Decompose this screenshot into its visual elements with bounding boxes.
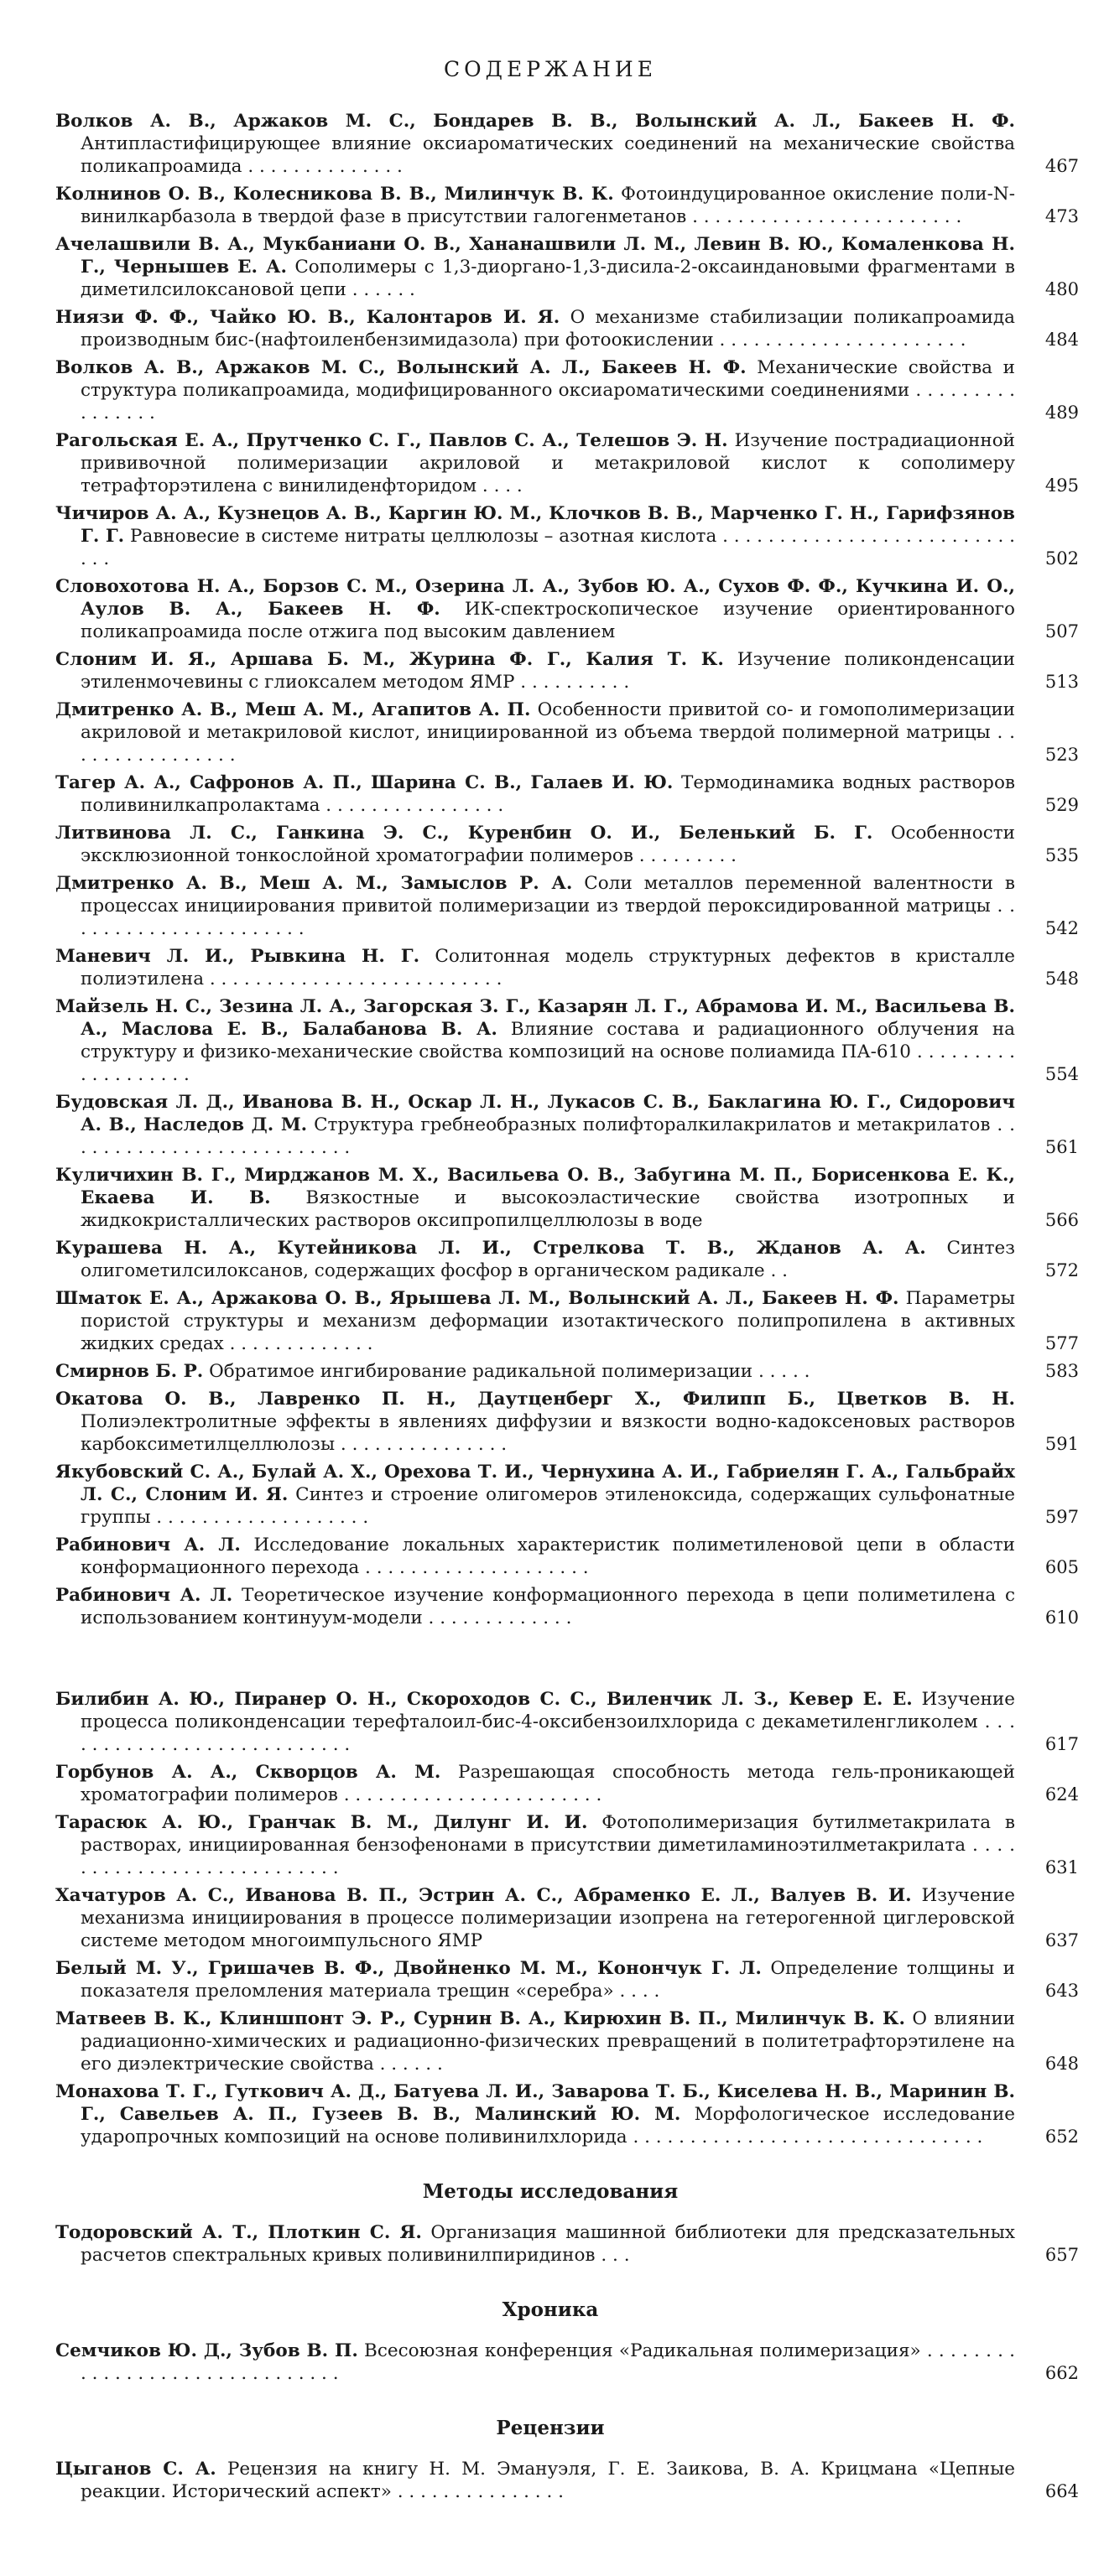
entry-page-number: 513 — [1044, 672, 1079, 692]
toc-entry — [55, 699, 1079, 766]
toc-section — [55, 2298, 1079, 2385]
entry-text — [55, 429, 1015, 497]
toc-section — [55, 110, 1079, 1629]
toc-entry — [55, 575, 1079, 643]
entry-text — [55, 1884, 1015, 1952]
entry-text — [55, 2340, 1015, 2385]
toc-entry — [55, 648, 1079, 693]
entry-title: Антипластифицирующее влияние оксиароматических соединений на механические свойства поликапроамида . . . . . . . . . . . . . . — [81, 133, 1015, 177]
toc-entry — [55, 1811, 1079, 1879]
toc-entry — [55, 995, 1079, 1086]
entry-page-number: 610 — [1044, 1607, 1079, 1628]
entry-page-number: 605 — [1044, 1557, 1079, 1577]
entry-text — [55, 2458, 1015, 2503]
entry-page-number: 664 — [1044, 2481, 1079, 2501]
entry-title: Изучение механизма инициирования в процессе полимеризации изопрена на гетерогенной циглеровской системе методом многоимпульсного ЯМР — [81, 1885, 1015, 1951]
entry-page-number: 637 — [1044, 1930, 1079, 1950]
entry-title: Фотополимеризация бутилметакрилата в растворах, инициированная бензофенонами в присутствии диметиламиноэтилметакрилата . . . . . . . . . . . . . . . . . . . . . . . . . . . — [81, 1812, 1015, 1878]
entry-authors: Колнинов О. В., Колесникова В. В., Милинчук В. К. — [55, 184, 614, 205]
entry-text — [55, 233, 1015, 301]
entry-authors: Рагольская Е. А., Прутченко С. Г., Павлов С. А., Телешов Э. Н. — [55, 430, 728, 451]
toc-entry — [55, 356, 1079, 424]
toc-entry — [55, 771, 1079, 817]
entry-text — [55, 1388, 1015, 1456]
entry-authors: Тагер А. А., Сафронов А. П., Шарина С. В., Галаев И. Ю. — [55, 772, 674, 793]
entry-title: Исследование локальных характеристик полиметиленовой цепи в области конформационного перехода . . . . . . . . . . . . . . . . . . . . — [81, 1535, 1015, 1578]
entry-page-number: 502 — [1044, 548, 1079, 569]
entry-title: Обратимое ингибирование радикальной полимеризации . . . . . — [209, 1361, 810, 1382]
entry-title: Сополимеры с 1,3-диоргано-1,3-дисила-2-оксаиндановыми фрагментами в диметилсилоксановой цепи . . . . . . — [81, 257, 1015, 300]
entry-title: О механизме стабилизации поликапроамида производным бис-(нафтоиленбензимидазола) при фотоокислении . . . . . . . . . . . . . . . . . . . . . . — [81, 307, 1015, 351]
entry-title: Параметры пористой структуры и механизм деформации изотактического полипропилена в активных жидких средах . . . . . . . . . . . . . — [81, 1288, 1015, 1354]
entry-authors: Рабинович А. Л. — [55, 1535, 241, 1555]
toc-entry — [55, 872, 1079, 940]
toc-entry — [55, 945, 1079, 990]
toc-entry — [55, 1761, 1079, 1806]
entry-page-number: 467 — [1044, 156, 1079, 176]
entry-title: Определение толщины и показателя преломления материала трещин «серебра» . . . . — [81, 1958, 1015, 2002]
toc-entry — [55, 2458, 1079, 2503]
entry-text — [55, 872, 1015, 940]
entry-title: Соли металлов переменной валентности в процессах инициирования привитой полимеризации из твердой пероксидированной матрицы . . . . . . . . . . . . . . . . . . . . . . — [81, 873, 1015, 939]
entry-text — [55, 1584, 1015, 1629]
entry-title: Структура гребнеобразных полифторалкилакрилатов и метакрилатов . . . . . . . . . . . . . . . . . . . . . . . . . . — [81, 1114, 1015, 1158]
page-title: СОДЕРЖАНИЕ — [444, 57, 657, 81]
toc-entry — [55, 1584, 1079, 1629]
entry-text — [55, 945, 1015, 990]
toc-entry — [55, 1688, 1079, 1756]
toc-entry — [55, 2007, 1079, 2075]
toc-entry — [55, 110, 1079, 178]
entry-text — [55, 1360, 1015, 1383]
entry-authors: Горбунов А. А., Скворцов А. М. — [55, 1762, 441, 1783]
entry-authors: Литвинова Л. С., Ганкина Э. С., Куренбин О. И., Беленький Б. Г. — [55, 823, 873, 844]
toc-entry — [55, 1957, 1079, 2002]
entry-page-number: 542 — [1044, 918, 1079, 938]
entry-text — [55, 2221, 1015, 2267]
toc-entry — [55, 502, 1079, 570]
entry-text — [55, 356, 1015, 424]
entry-title: Организация машинной библиотеки для предсказательных расчетов спектральных кривых поливинилпиридинов . . . — [81, 2222, 1015, 2266]
toc-entry — [55, 1360, 1079, 1383]
entry-authors: Дмитренко А. В., Меш А. М., Замыслов Р. А. — [55, 873, 573, 894]
entry-authors: Чичиров А. А., Кузнецов А. В., Каргин Ю. М., Клочков В. В., Марченко Г. Н., Гарифзянов Г. Г. — [55, 503, 1015, 547]
entry-text — [55, 2080, 1015, 2148]
entry-page-number: 583 — [1044, 1361, 1079, 1381]
toc-entry — [55, 233, 1079, 301]
entry-page-number: 561 — [1044, 1137, 1079, 1157]
entry-title: Вязкостные и высокоэластические свойства изотропных и жидкокристаллических растворов оксипропилцеллюлозы в воде — [81, 1187, 1015, 1231]
entry-page-number: 657 — [1044, 2245, 1079, 2265]
entry-authors: Тодоровский А. Т., Плоткин С. Я. — [55, 2222, 422, 2243]
toc-entry — [55, 1287, 1079, 1355]
entry-title: Изучение процесса поликонденсации терефталоил-бис-4-оксибензоилхлорида с декаметиленгликолем . . . . . . . . . . . . . . . . . . . . . . . . . . . — [81, 1689, 1015, 1755]
entry-title: Равновесие в системе нитраты целлюлозы – азотная кислота . . . . . . . . . . . . . . . . . . . . . . . . . . . . . — [81, 526, 1015, 569]
entry-authors: Маневич Л. И., Рывкина Н. Г. — [55, 946, 420, 967]
entry-text — [55, 183, 1015, 228]
toc-entry — [55, 1884, 1079, 1952]
entry-authors: Рабинович А. Л. — [55, 1585, 233, 1606]
toc-entry — [55, 306, 1079, 351]
entry-title: Синтез и строение олигомеров этиленоксида, содержащих сульфонатные группы . . . . . . . . . . . . . . . . . . . — [81, 1484, 1016, 1528]
entry-page-number: 591 — [1044, 1434, 1079, 1454]
entry-title: Морфологическое исследование ударопрочных композиций на основе поливинилхлорида . . . . . . . . . . . . . . . . . . . . . . . . . . . . . . . — [81, 2104, 1016, 2148]
toc-section — [55, 2180, 1079, 2267]
entry-title: Особенности эксклюзионной тонкослойной хроматографии полимеров . . . . . . . . . — [81, 823, 1015, 866]
entry-text — [55, 2007, 1015, 2075]
section-heading: Рецензии — [496, 2417, 605, 2439]
entry-authors: Волков А. В., Аржаков М. С., Волынский А. Л., Бакеев Н. Ф. — [55, 357, 747, 378]
entry-title: Синтез олигометилсилоксанов, содержащих фосфор в органическом радикале . . — [81, 1238, 1015, 1281]
entry-title: Изучение пострадиационной прививочной полимеризации акриловой и метакриловой кислот к сополимеру тетрафторэтилена с винилиденфторидом . . . . — [81, 430, 1015, 496]
entry-title: Влияние состава и радиационного облучения на структуру и физико-механические свойства композиций на основе полиамида ПА-610 . . . . . . . . . . . . . . . . . . . — [81, 1019, 1015, 1085]
toc-entry — [55, 2080, 1079, 2148]
entry-authors: Цыганов С. А. — [55, 2459, 216, 2480]
entry-authors: Семчиков Ю. Д., Зубов В. П. — [55, 2340, 358, 2361]
entry-page-number: 572 — [1044, 1260, 1079, 1280]
toc-section — [55, 2417, 1079, 2503]
toc-section — [55, 1688, 1079, 2148]
entry-title: О влиянии радиационно-химических и радиационно-физических превращений в политетрафторэтилене на его диэлектрические свойства . . . . . . — [81, 2008, 1015, 2075]
entry-authors: Ачелашвили В. А., Мукбаниани О. В., Хананашвили Л. М., Левин В. Ю., Комаленкова Н. Г., Чернышев Е. А. — [55, 234, 1015, 278]
entry-title: Теоретическое изучение конформационного перехода в цепи полиметилена с использованием континуум-модели . . . . . . . . . . . . . — [81, 1585, 1015, 1628]
entry-page-number: 507 — [1044, 621, 1079, 641]
entry-title: Всесоюзная конференция «Радикальная полимеризация» . . . . . . . . . . . . . . . . . . . . . . . . . . . . . . . — [81, 2340, 1015, 2384]
entry-authors: Шматок Е. А., Аржакова О. В., Ярышева Л. М., Волынский А. Л., Бакеев Н. Ф. — [55, 1288, 899, 1309]
entry-authors: Якубовский С. А., Булай А. Х., Орехова Т. И., Чернухина А. И., Габриелян Г. А., Гальбрайх Л. С., Слоним И. Я. — [55, 1462, 1015, 1505]
entry-title: Механические свойства и структура поликапроамида, модифицированного оксиароматическими соединениями . . . . . . . . . . . . . . . . — [81, 357, 1015, 423]
entry-text — [55, 1688, 1015, 1756]
entry-authors: Тарасюк А. Ю., Гранчак В. М., Дилунг И. И. — [55, 1812, 588, 1833]
entry-title: Полиэлектролитные эффекты в явлениях диффузии и вязкости водно-кадоксеновых растворов карбоксиметилцеллюлозы . . . . . . . . . . . . . . . — [81, 1411, 1015, 1455]
entry-page-number: 473 — [1044, 206, 1079, 226]
entry-text — [55, 1237, 1015, 1282]
entry-text — [55, 822, 1015, 867]
entry-page-number: 597 — [1044, 1507, 1079, 1527]
section-heading: Хроника — [502, 2298, 599, 2321]
entry-authors: Майзель Н. С., Зезина Л. А., Загорская З. Г., Казарян Л. Г., Абрамова И. М., Васильева В. А., Маслова Е. В., Балабанова В. А. — [55, 996, 1015, 1040]
entry-page-number: 489 — [1044, 402, 1079, 423]
entry-title: Рецензия на книгу Н. М. Эмануэля, Г. Е. Заикова, В. А. Крицмана «Цепные реакции. Исторический аспект» . . . . . . . . . . . . . . . — [81, 2459, 1015, 2502]
entry-authors: Слоним И. Я., Аршава Б. М., Журина Ф. Г., Калия Т. К. — [55, 649, 724, 670]
section-heading: Методы исследования — [422, 2180, 679, 2203]
toc-body — [55, 110, 1079, 2503]
entry-authors: Хачатуров А. С., Иванова В. П., Эстрин А. С., Абраменко Е. Л., Валуев В. И. — [55, 1885, 912, 1906]
entry-title: Изучение поликонденсации этиленмочевины с глиоксалем методом ЯМР . . . . . . . . . . — [81, 649, 1015, 693]
toc-entry — [55, 183, 1079, 228]
entry-authors: Смирнов Б. Р. — [55, 1361, 204, 1382]
toc-entry — [55, 822, 1079, 867]
entry-text — [55, 1091, 1015, 1159]
entry-text — [55, 1287, 1015, 1355]
entry-text — [55, 1957, 1015, 2002]
entry-title: ИК-спектроскопическое изучение ориентированного поликапроамида после отжига под высоким давлением — [81, 599, 1015, 642]
entry-text — [55, 1164, 1015, 1232]
entry-text — [55, 995, 1015, 1086]
entry-title: Особенности привитой со- и гомополимеризации акриловой и метакриловой кислот, инициированной из объема твердой полимерной матрицы . . . . . . . . . . . . . . . . — [81, 699, 1015, 766]
entry-authors: Монахова Т. Г., Гуткович А. Д., Батуева Л. И., Заварова Т. Б., Киселева Н. В., Маринин В. Г., Савельев А. П., Гузеев В. В., Малинский Ю. М. — [55, 2081, 1015, 2125]
entry-authors: Белый М. У., Гришачев В. Ф., Двойненко М. М., Конончук Г. Л. — [55, 1958, 762, 1979]
entry-page-number: 548 — [1044, 969, 1079, 989]
entry-text — [55, 502, 1015, 570]
toc-entry — [55, 2340, 1079, 2385]
entry-page-number: 480 — [1044, 279, 1079, 299]
toc-entry — [55, 1534, 1079, 1579]
entry-page-number: 484 — [1044, 330, 1079, 350]
entry-text — [55, 575, 1015, 643]
entry-page-number: 577 — [1044, 1333, 1079, 1353]
toc-entry — [55, 1091, 1079, 1159]
entry-title: Солитонная модель структурных дефектов в кристалле полиэтилена . . . . . . . . . . . . . . . . . . . . . . . . . . — [81, 946, 1015, 989]
entry-authors: Окатова О. В., Лавренко П. Н., Даутценберг Х., Филипп Б., Цветков В. Н. — [55, 1389, 1015, 1410]
entry-page-number: 662 — [1044, 2363, 1079, 2383]
entry-title: Термодинамика водных растворов поливинилкапролактама . . . . . . . . . . . . . . . . — [81, 772, 1015, 816]
entry-text — [55, 1534, 1015, 1579]
entry-authors: Куличихин В. Г., Мирджанов М. Х., Васильева О. В., Забугина М. П., Борисенкова Е. К., Екаева И. В. — [55, 1165, 1015, 1208]
entry-page-number: 624 — [1044, 1784, 1079, 1805]
entry-authors: Билибин А. Ю., Пиранер О. Н., Скороходов С. С., Виленчик Л. З., Кевер Е. Е. — [55, 1689, 913, 1710]
toc-entry — [55, 1164, 1079, 1232]
entry-text — [55, 1761, 1015, 1806]
entry-page-number: 554 — [1044, 1064, 1079, 1084]
toc-entry — [55, 1237, 1079, 1282]
toc-entry — [55, 2221, 1079, 2267]
entry-text — [55, 110, 1015, 178]
entry-title: Фотоиндуцированное окисление поли-N-винилкарбазола в твердой фазе в присутствии галогенметанов . . . . . . . . . . . . . . . . . . . . . . . . — [81, 184, 1015, 227]
entry-authors: Матвеев В. К., Клиншпонт Э. Р., Сурнин В. А., Кирюхин В. П., Милинчук В. К. — [55, 2008, 905, 2029]
entry-text — [55, 306, 1015, 351]
entry-authors: Ниязи Ф. Ф., Чайко Ю. В., Калонтаров И. Я. — [55, 307, 560, 328]
entry-authors: Волков А. В., Аржаков М. С., Бондарев В. В., Волынский А. Л., Бакеев Н. Ф. — [55, 111, 1015, 132]
entry-page-number: 495 — [1044, 475, 1079, 496]
entry-page-number: 617 — [1044, 1734, 1079, 1754]
entry-page-number: 529 — [1044, 795, 1079, 815]
entry-page-number: 643 — [1044, 1981, 1079, 2001]
entry-authors: Будовская Л. Д., Иванова В. Н., Оскар Л. Н., Лукасов С. В., Баклагина Ю. Г., Сидорович А. В., Наследов Д. М. — [55, 1092, 1015, 1135]
entry-page-number: 523 — [1044, 745, 1079, 765]
entry-title: Разрешающая способность метода гель-проникающей хроматографии полимеров . . . . . . . . . . . . . . . . . . . . . . . — [81, 1762, 1015, 1805]
entry-text — [55, 771, 1015, 817]
toc-entry — [55, 429, 1079, 497]
toc-entry — [55, 1388, 1079, 1456]
toc-entry — [55, 1461, 1079, 1529]
entry-authors: Словохотова Н. А., Борзов С. М., Озерина Л. А., Зубов Ю. А., Сухов Ф. Ф., Кучкина И. О., Аулов В. А., Бакеев Н. Ф. — [55, 576, 1015, 620]
entry-page-number: 566 — [1044, 1210, 1079, 1230]
entry-page-number: 535 — [1044, 845, 1079, 865]
entry-page-number: 631 — [1044, 1857, 1079, 1877]
entry-authors: Дмитренко А. В., Меш А. М., Агапитов А. П. — [55, 699, 531, 720]
entry-text — [55, 648, 1015, 693]
entry-page-number: 652 — [1044, 2127, 1079, 2147]
entry-page-number: 648 — [1044, 2054, 1079, 2074]
entry-authors: Курашева Н. А., Кутейникова Л. И., Стрелкова Т. В., Жданов А. А. — [55, 1238, 926, 1259]
entry-text — [55, 699, 1015, 766]
entry-text — [55, 1461, 1015, 1529]
entry-text — [55, 1811, 1015, 1879]
